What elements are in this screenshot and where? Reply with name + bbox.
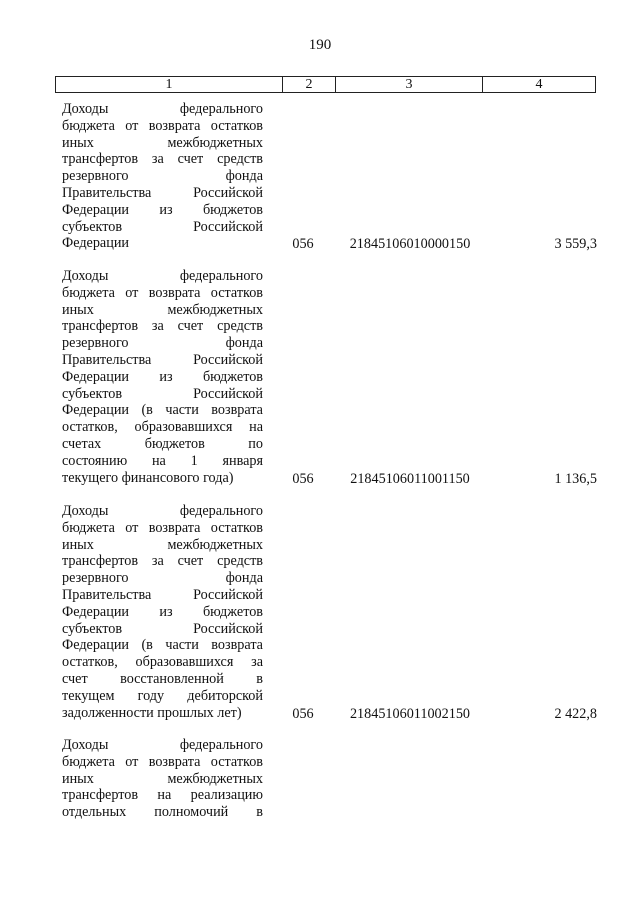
description-line: резервного фонда <box>62 168 263 185</box>
budget-classification-code: 21845106010000150 <box>349 236 471 253</box>
description-line: субъектов Российской <box>62 385 263 402</box>
row-description <box>62 268 263 486</box>
description-line: Федерации <box>62 235 130 252</box>
description-line: трансфертов за счет средств <box>62 151 263 168</box>
description-line: Федерации из бюджетов <box>62 603 263 620</box>
description-line: субъектов Российской <box>62 620 263 637</box>
admin-code: 056 <box>292 236 314 253</box>
description-line: остатков, образовавшихся на <box>62 419 263 436</box>
description-line: резервного фонда <box>62 570 263 587</box>
description-line: Доходы федерального <box>62 101 263 117</box>
page-number: 190 <box>308 37 332 53</box>
amount-value: 3 559,3 <box>554 236 597 253</box>
description-line: иных межбюджетных <box>62 536 263 553</box>
description-line: счет восстановленной в <box>62 670 263 687</box>
description-line: трансфертов за счет средств <box>62 318 263 335</box>
description-line: Доходы федерального <box>62 503 263 519</box>
description-line: задолженности прошлых лет) <box>62 704 242 721</box>
description-line: остатков, образовавшихся за <box>62 654 263 671</box>
description-line: субъектов Российской <box>62 218 263 235</box>
description-line: Федерации (в части возврата <box>62 402 263 419</box>
budget-classification-code: 21845106011001150 <box>350 470 470 487</box>
description-line: состоянию на 1 января <box>62 452 263 469</box>
amount-value: 2 422,8 <box>554 705 597 722</box>
description-line: Федерации из бюджетов <box>62 201 263 218</box>
description-line: Доходы федерального <box>62 737 263 753</box>
description-line: отдельных полномочий в <box>62 804 263 821</box>
description-line: Федерации из бюджетов <box>62 368 263 385</box>
description-line: текущем году дебиторской <box>62 687 263 704</box>
description-line: бюджета от возврата остатков <box>62 753 263 770</box>
description-line: Федерации (в части возврата <box>62 637 263 654</box>
header-col-4: 4 <box>535 77 543 92</box>
header-col-3: 3 <box>336 77 483 92</box>
header-col-2: 2 <box>283 77 336 92</box>
description-line: счетах бюджетов по <box>62 435 263 452</box>
budget-classification-code: 21845106011002150 <box>349 705 471 722</box>
description-line: Правительства Российской <box>62 586 263 603</box>
description-line: бюджета от возврата остатков <box>62 519 263 536</box>
description-line: резервного фонда <box>62 335 263 352</box>
description-line: трансфертов за счет средств <box>62 553 263 570</box>
description-line: бюджета от возврата остатков <box>62 284 263 301</box>
row-description <box>62 737 263 821</box>
description-line: Правительства Российской <box>62 184 263 201</box>
row-description <box>62 503 263 721</box>
row-description <box>62 101 263 252</box>
description-line: иных межбюджетных <box>62 770 263 787</box>
admin-code: 056 <box>292 470 314 487</box>
description-line: бюджета от возврата остатков <box>62 117 263 134</box>
description-line: трансфертов на реализацию <box>62 787 263 804</box>
amount-value: 1 136,5 <box>554 470 597 487</box>
admin-code: 056 <box>292 705 314 722</box>
table-header <box>55 76 596 93</box>
description-line: иных межбюджетных <box>62 301 263 318</box>
description-line: Доходы федерального <box>62 268 263 284</box>
description-line: текущего финансового года) <box>62 469 234 486</box>
description-line: Правительства Российской <box>62 351 263 368</box>
description-line: иных межбюджетных <box>62 134 263 151</box>
header-col-1: 1 <box>56 77 283 92</box>
